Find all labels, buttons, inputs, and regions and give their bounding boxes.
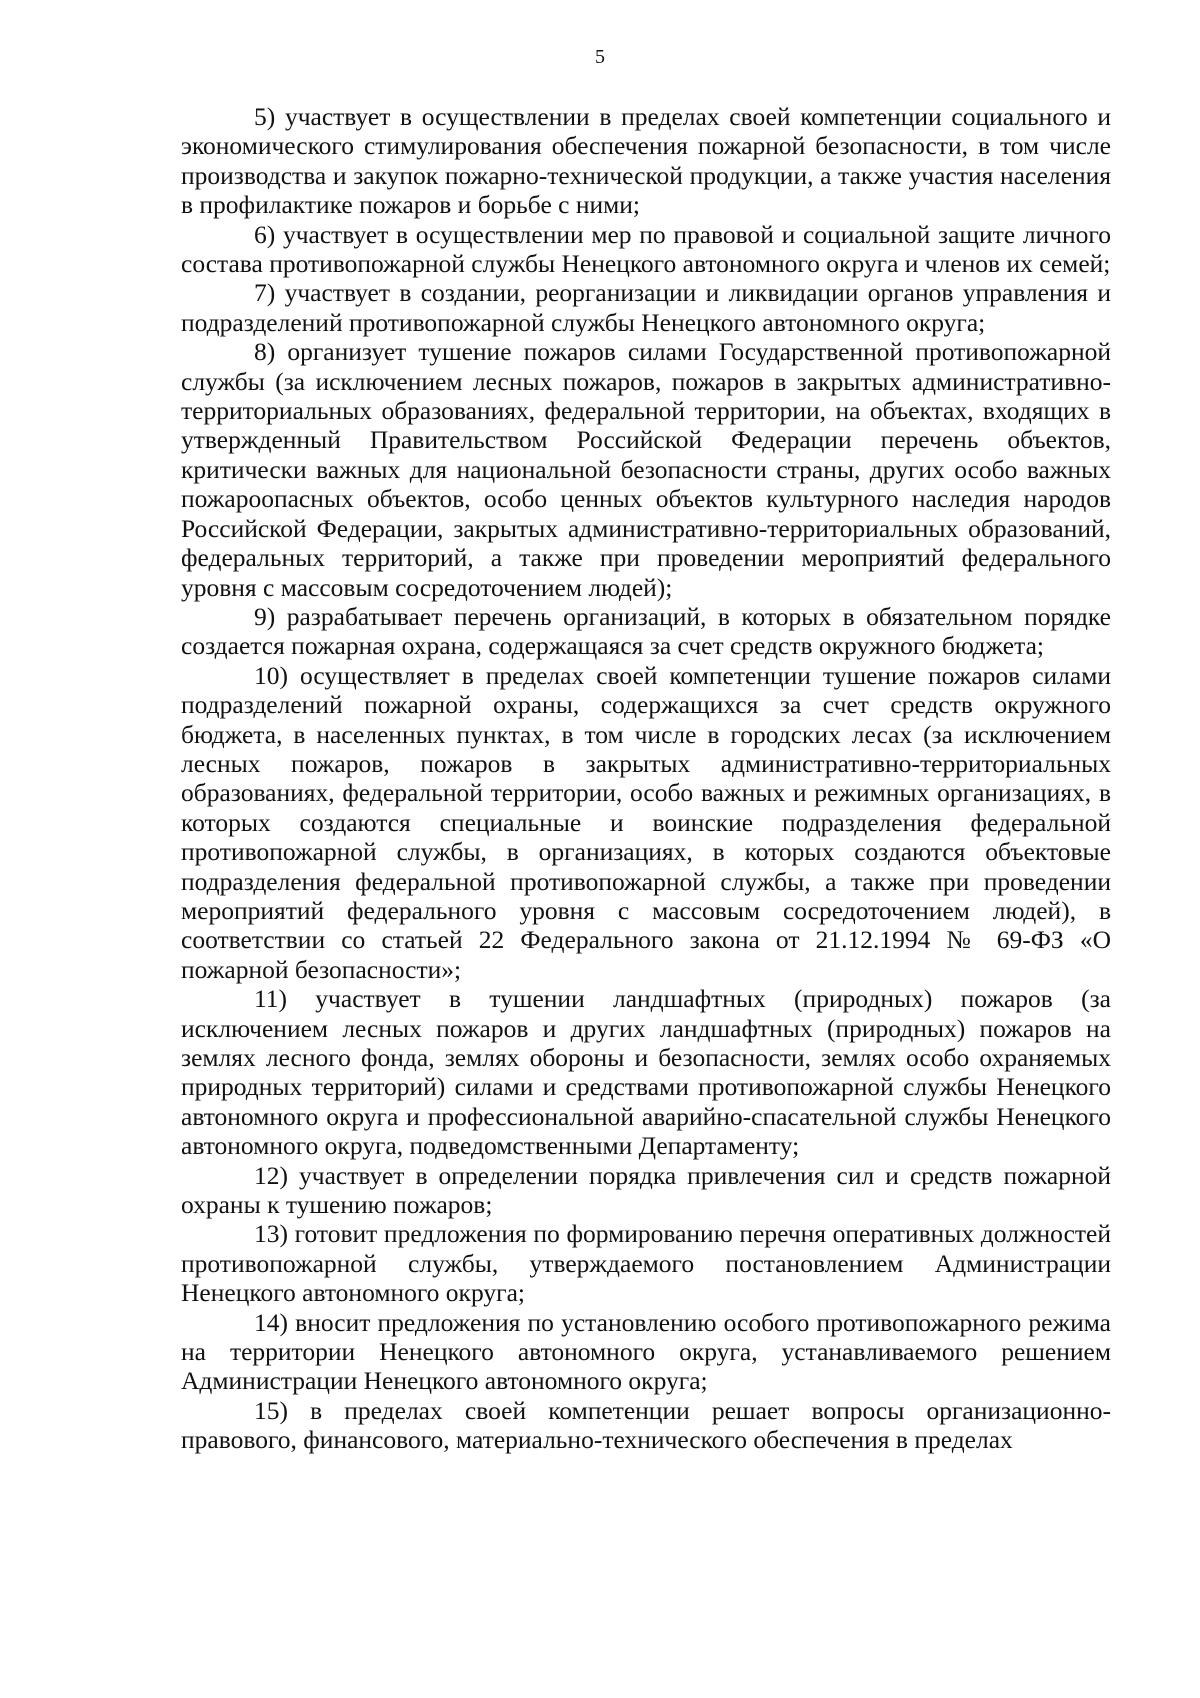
document-body xyxy=(181,102,1111,1455)
paragraph-item-11: 11) участвует в тушении ландшафтных (природных) пожаров (за исключением лесных пожаров и других ландшафтных (природных) пожаров на землях лесного фонда, землях обороны и безопасности, землях особо охраняемых природных территорий) силами и средствами противопожарной службы Ненецкого автономного округа и профессиональной аварийно-спасательной службы Ненецкого автономного округа, подведомственными Департаменту; xyxy=(181,984,1111,1161)
paragraph-item-13: 13) готовит предложения по формированию перечня оперативных должностей противопожарной службы, утверждаемого постановлением Администрации Ненецкого автономного округа; xyxy=(181,1219,1111,1308)
page-number: 5 xyxy=(595,46,605,68)
paragraph-item-9: 9) разрабатывает перечень организаций, в которых в обязательном порядке создается пожарная охрана, содержащаяся за счет средств окружного бюджета; xyxy=(181,601,1111,661)
paragraph-item-7: 7) участвует в создании, реорганизации и ликвидации органов управления и подразделений противопожарной службы Ненецкого автономного округа; xyxy=(181,278,1111,337)
paragraph-item-15: 15) в пределах своей компетенции решает вопросы организационно-правового, финансового, материально-технического обеспечения в пределах xyxy=(181,1395,1111,1455)
paragraph-item-14: 14) вносит предложения по установлению особого противопожарного режима на территории Ненецкого автономного округа, устанавливаемого решением Администрации Ненецкого автономного округа; xyxy=(181,1307,1111,1396)
paragraph-item-12: 12) участвует в определении порядка привлечения сил и средств пожарной охраны к тушению пожаров; xyxy=(181,1160,1111,1220)
paragraph-item-5: 5) участвует в осуществлении в пределах своей компетенции социального и экономического стимулирования обеспечения пожарной безопасности, в том числе производства и закупок пожарно-технической продукции, а также участия населения в профилактике пожаров и борьбе с ними; xyxy=(181,102,1111,220)
paragraph-item-6: 6) участвует в осуществлении мер по правовой и социальной защите личного состава противопожарной службы Ненецкого автономного округа и членов их семей; xyxy=(181,219,1111,279)
paragraph-item-10: 10) осуществляет в пределах своей компетенции тушение пожаров силами подразделений пожарной охраны, содержащихся за счет средств окружного бюджета, в населенных пунктах, в том числе в городских лесах (за исключением лесных пожаров, пожаров в закрытых административно-территориальных образованиях, федеральной территории, особо важных и режимных организациях, в которых создаются специальные и воинские подразделения федеральной противопожарной службы, в организациях, в которых создаются объектовые подразделения федеральной противопожарной службы, а также при проведении мероприятий федерального уровня с массовым сосредоточением людей), в соответствии со статьей 22 Федерального закона от 21.12.1994 № 69-ФЗ «О пожарной безопасности»; xyxy=(181,660,1111,984)
paragraph-item-8: 8) организует тушение пожаров силами Государственной противопожарной службы (за исключением лесных пожаров, пожаров в закрытых административно-территориальных образованиях, федеральной территории, на объектах, входящих в утвержденный Правительством Российской Федерации перечень объектов, критически важных для национальной безопасности страны, других особо важных пожароопасных объектов, особо ценных объектов культурного наследия народов Российской Федерации, закрытых административно-территориальных образований, федеральных территорий, а также при проведении мероприятий федерального уровня с массовым сосредоточением людей); xyxy=(181,337,1111,602)
